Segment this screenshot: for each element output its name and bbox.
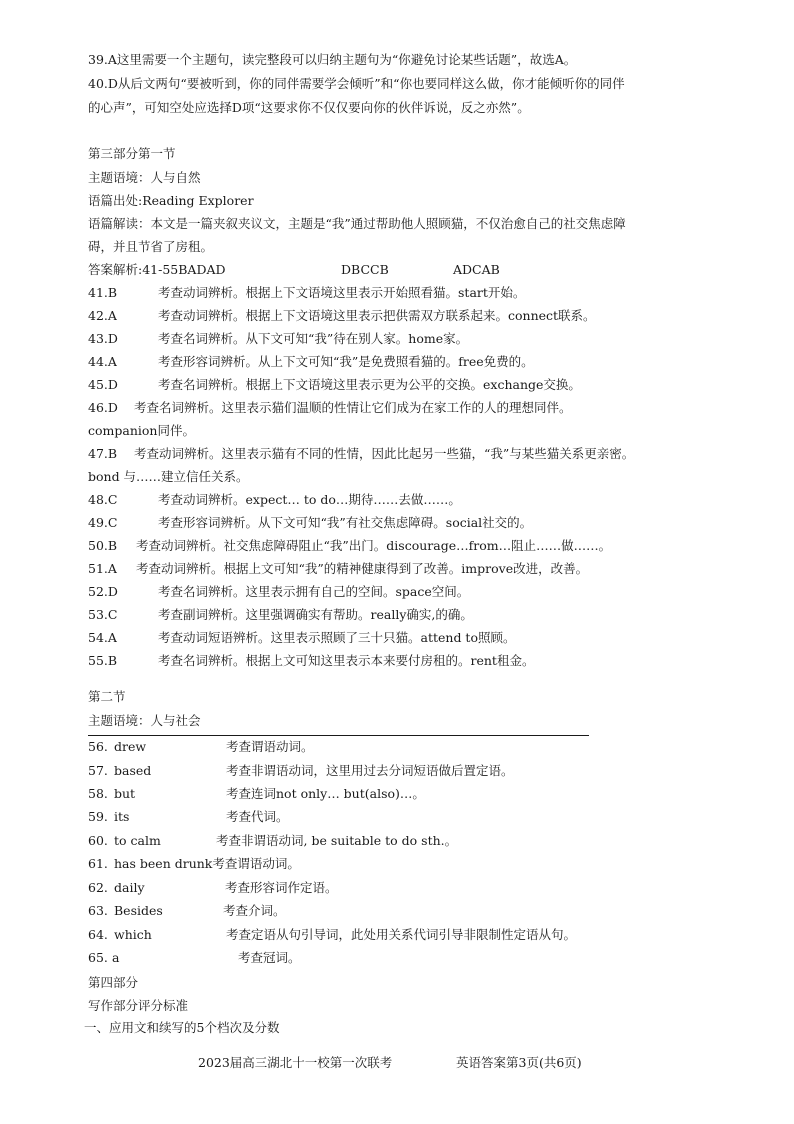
list-item: [88, 903, 286, 919]
item-number: 53.C: [88, 607, 118, 622]
item-text: 考查形容词辨析。从下文可知“我”有社交焦虑障碍。social社交的。: [158, 515, 533, 530]
list-item: [88, 739, 314, 755]
section2-heading: 第二节: [88, 689, 126, 704]
part3-analysis-cont: 碍，并且节省了房租。: [88, 239, 214, 254]
item-number: 64.: [88, 927, 108, 942]
list-item: [88, 446, 634, 462]
list-item: [88, 630, 515, 646]
item-number: 46.D: [88, 400, 118, 415]
item-text: 考查动词辨析。根据上文可知“我”的精神健康得到了改善。improve改进，改善。: [136, 561, 589, 576]
list-item: [88, 607, 473, 623]
item-text: 考查副词辨析。这里强调确实有帮助。really确实,的确。: [158, 607, 473, 622]
list-item: [88, 331, 468, 347]
list-item: [88, 653, 534, 669]
item-number: 58.: [88, 786, 108, 801]
q40-explanation-cont: 的心声”，可知空处应选择D项“这要求你不仅仅要向你的伙伴诉说，反之亦然”。: [88, 100, 530, 115]
item-number: 52.D: [88, 584, 118, 599]
item-text: 考查动词辨析。社交焦虑障碍阻止“我”出门。discourage…from…阻止……做……。: [136, 538, 612, 553]
part4-heading: 第四部分: [88, 975, 139, 990]
list-item: [88, 515, 532, 531]
item-number: 44.A: [88, 354, 117, 369]
item-text: 考查谓语动词。: [226, 739, 314, 754]
footer-exam-title: 2023届高三湖北十一校第一次联考: [198, 1055, 393, 1070]
item-number: 56.: [88, 739, 108, 754]
list-item: [88, 880, 338, 896]
q39-explanation: 39.A这里需要一个主题句，读完整段可以归纳主题句为“你避免讨论某些话题”，故选A。: [88, 52, 577, 67]
item-text: 考查名词辨析。根据上下文语境这里表示更为公平的交换。exchange交换。: [158, 377, 581, 392]
item-number: 49.C: [88, 515, 118, 530]
part3-theme: 主题语境：人与自然: [88, 170, 201, 185]
part4-subheading: 写作部分评分标准: [88, 998, 189, 1013]
item-number: 62.: [88, 880, 108, 895]
item-text: 考查动词短语辨析。这里表示照顾了三十只猫。attend to照顾。: [158, 630, 516, 645]
item-number: 65.: [88, 950, 108, 965]
item-number: 60.: [88, 833, 108, 848]
item-text-cont: companion同伴。: [88, 423, 195, 438]
item-number: 59.: [88, 809, 108, 824]
part3-heading: 第三部分第一节: [88, 146, 176, 161]
list-item: [88, 809, 289, 825]
item-text: 考查连词not only… but(also)…。: [226, 786, 425, 801]
list-item: [88, 308, 596, 324]
item-text-cont: bond 与……建立信任关系。: [88, 469, 249, 484]
item-answer: which: [114, 927, 152, 942]
item-answer: daily: [114, 880, 145, 895]
list-item: [88, 561, 588, 577]
list-item: [88, 927, 576, 943]
item-text: 考查介词。: [223, 903, 286, 918]
item-number: 50.B: [88, 538, 118, 553]
item-number: 51.A: [88, 561, 117, 576]
item-text: 考查动词辨析。expect… to do…期待……去做……。: [158, 492, 461, 507]
part4-line: 一、应用文和续写的5个档次及分数: [84, 1020, 280, 1035]
item-text: 考查动词辨析。这里表示猫有不同的性情，因此比起另一些猫，“我”与某些猫关系更亲密。: [134, 446, 635, 461]
item-text: 考查定语从句引导词，此处用关系代词引导非限制性定语从句。: [226, 927, 577, 942]
item-number: 57.: [88, 763, 108, 778]
item-answer: its: [114, 809, 130, 824]
item-text: 考查名词辨析。根据上文可知这里表示本来要付房租的。rent租金。: [158, 653, 535, 668]
item-text: 考查形容词作定语。: [225, 880, 338, 895]
answer-key: [88, 262, 226, 278]
item-number: 42.A: [88, 308, 117, 323]
item-number: 54.A: [88, 630, 117, 645]
item-text: 考查非谓语动词，这里用过去分词短语做后置定语。: [226, 763, 514, 778]
item-text: 考查名词辨析。这里表示猫们温顺的性情让它们成为在家工作的人的理想同伴。: [134, 400, 572, 415]
item-text: 考查形容词辨析。从上下文可知“我”是免费照看猫的。free免费的。: [158, 354, 534, 369]
list-item: [88, 492, 461, 508]
item-answer: a: [112, 950, 120, 965]
list-item: [88, 538, 611, 554]
q40-explanation: 40.D从后文两句“要被听到，你的同伴需要学会倾听”和“你也要同样这么做，你才能倾听你的同伴: [88, 76, 625, 91]
item-answer: drew: [114, 739, 147, 754]
item-text: 考查谓语动词。: [212, 856, 300, 871]
item-text: 考查动词辨析。根据上下文语境这里表示把供需双方联系起来。connect联系。: [158, 308, 596, 323]
item-text: 考查冠词。: [238, 950, 301, 965]
section2-theme: 主题语境：人与社会: [88, 713, 201, 728]
answer-key-label: 答案解析:41-55BADAD: [88, 262, 226, 277]
part3-source: 语篇出处:Reading Explorer: [88, 193, 254, 208]
item-number: 63.: [88, 903, 108, 918]
answer-key-group3: ADCAB: [453, 262, 500, 277]
item-answer: to calm: [114, 833, 161, 848]
list-item: [88, 584, 469, 600]
list-item: [88, 856, 300, 872]
item-number: 43.D: [88, 331, 118, 346]
list-item: [88, 354, 534, 370]
footer-page-number: 英语答案第3页(共6页): [456, 1055, 582, 1070]
item-answer: but: [114, 786, 136, 801]
item-number: 55.B: [88, 653, 118, 668]
list-item: [88, 786, 425, 802]
item-answer: based: [114, 763, 152, 778]
item-number: 61.: [88, 856, 108, 871]
list-item: [88, 950, 301, 966]
divider: [88, 735, 589, 736]
item-number: 47.B: [88, 446, 118, 461]
part3-analysis: 语篇解读：本文是一篇夹叙夹议文，主题是“我”通过帮助他人照顾猫，不仅治愈自己的社交焦虑障: [88, 216, 626, 231]
item-text: 考查代词。: [226, 809, 289, 824]
item-number: 41.B: [88, 285, 118, 300]
item-text: 考查动词辨析。根据上下文语境这里表示开始照看猫。start开始。: [158, 285, 526, 300]
list-item: [88, 377, 581, 393]
item-text: 考查非谓语动词, be suitable to do sth.。: [216, 833, 458, 848]
list-item: [88, 833, 457, 849]
list-item: [88, 400, 572, 416]
list-item: [88, 285, 525, 301]
item-answer: has been drunk: [114, 856, 213, 871]
item-number: 45.D: [88, 377, 118, 392]
item-answer: Besides: [114, 903, 163, 918]
list-item: [88, 763, 514, 779]
item-text: 考查名词辨析。这里表示拥有自己的空间。space空间。: [158, 584, 470, 599]
item-text: 考查名词辨析。从下文可知“我”待在别人家。home家。: [158, 331, 469, 346]
item-number: 48.C: [88, 492, 118, 507]
answer-key-group2: DBCCB: [341, 262, 389, 277]
